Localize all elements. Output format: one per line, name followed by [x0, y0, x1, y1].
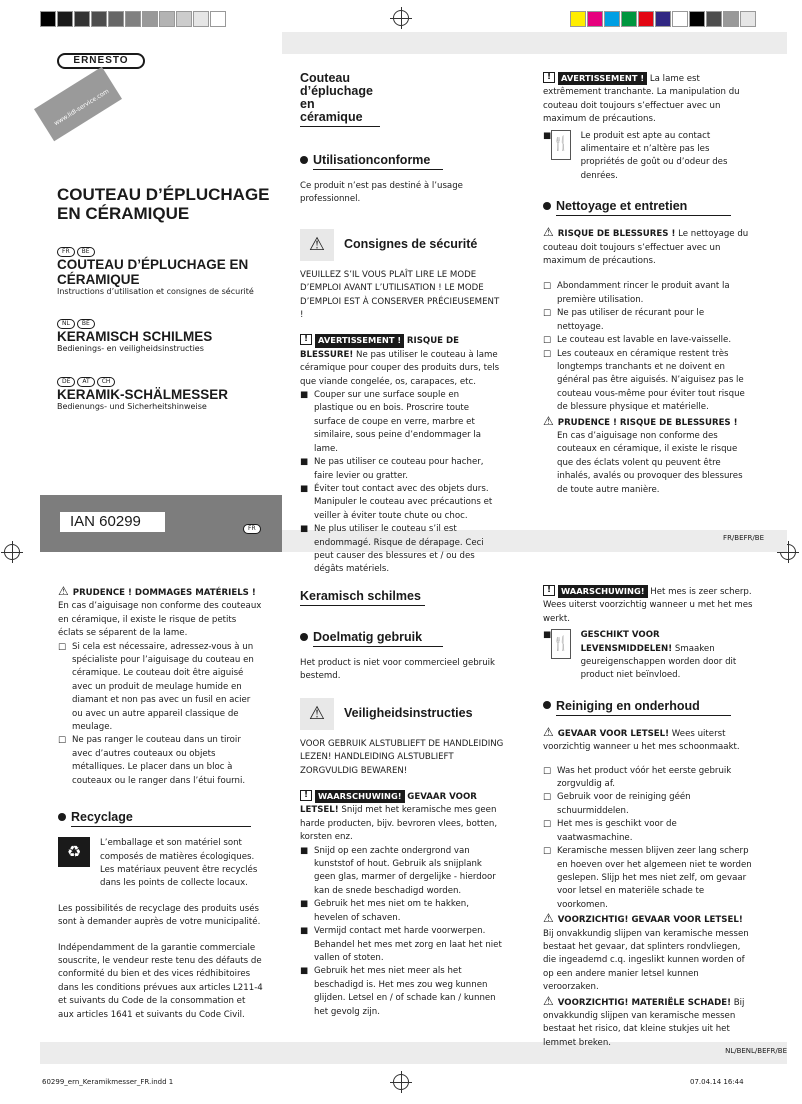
color-swatch: [706, 11, 722, 27]
color-swatch: [587, 11, 603, 27]
warning-icon: ⚠: [543, 413, 554, 428]
nl-safety-caps: VOOR GEBRUIK ALSTUBLIEFT DE HANDLEIDING LEZEN! HANDLEIDING ALSTUBLIEFT ZORGVULDIG BEWAREN!: [300, 738, 504, 776]
nl-clean-title: Reiniging en onderhoud: [556, 699, 731, 716]
color-swatch: [176, 11, 192, 27]
nl-v2-text: Bij onvakkundig slijpen van keramische messen bestaat het risico, dat kleine stukjes uit het lemmet breken.: [543, 997, 745, 1048]
color-swatch: [604, 11, 620, 27]
lang-badge: AT: [77, 377, 94, 387]
lang-badge: FR: [57, 247, 75, 257]
color-swatch: [74, 11, 90, 27]
fr-clean-title: Nettoyage et entretien: [556, 199, 731, 216]
fr-title: Couteau d’épluchage en céramique: [300, 72, 380, 127]
fr-badge: FR: [243, 524, 261, 534]
list-item: Abondamment rincer le produit avant la première utilisation.: [557, 281, 730, 305]
list-item: Couper sur une surface souple en plastique ou en bois. Proscrire toute surface de coupe en verre, marbre et similaire, sous peine d’endommager la lame.: [314, 390, 482, 454]
nl-risk-text: Wees uiterst voorzichtig wanneer u het mes schoonmaakt.: [543, 728, 740, 753]
lang-badge: NL: [57, 319, 75, 329]
list-item: Les couteaux en céramique restent très longtemps tranchants et ne doivent en général pas être aiguisés. N’aiguisez pas le couteau vous-même pour éviter tout risque de blessure physique et matérielle.: [557, 348, 745, 413]
list-item: Snijd op een zachte ondergrond van kunststof of hout. Gebruik als snijplank geen glas, marmer of dergelijke - hierdoor kan de snede beschadigd worden.: [314, 845, 496, 896]
fr2-prud-text: En cas d’aiguisage non conforme des couteaux en céramique, il existe le risque de petits éclats se séparent de la lame.: [58, 601, 262, 639]
color-swatch: [159, 11, 175, 27]
list-item: Gebruik voor de reiniging géén schuurmiddelen.: [557, 792, 691, 816]
cover-title-nl: KERAMISCH SCHILMES: [57, 329, 213, 344]
warning-icon: [300, 334, 312, 345]
color-swatch: [210, 11, 226, 27]
nl-use-text: Het product is niet voor commercieel gebruik bestemd.: [300, 658, 496, 682]
list-item: Si cela est nécessaire, adressez-vous à un spécialiste pour l’aiguisage du couteau en céramique. Le couteau doit être aiguisé avec un produit de meulage humide en diamant et non pas avec un fusil en acier ou avec un autre appareil classique de meulage.: [72, 641, 254, 733]
lang-badge: DE: [57, 377, 75, 387]
brand-logo: ERNESTO: [57, 53, 145, 69]
nl-safety-title: Veiligheidsinstructies: [344, 705, 473, 720]
recycle-icon: ♻: [58, 837, 90, 867]
warning-icon: ⚠: [543, 724, 554, 739]
color-swatch: [638, 11, 654, 27]
nl-warn1-text: Snijd met het keramische mes geen harde producten, bijv. bevroren vlees, botten, korsten enz.: [300, 805, 498, 843]
recycle-p2: Les possibilités de recyclage des produits usés sont à demander auprès de votre municipalité.: [58, 903, 261, 928]
fr-safety-caps: VEUILLEZ S’IL VOUS PLAÎT LIRE LE MODE D’EMPLOI AVANT L’UTILISATION ! LE MODE D’EMPLOI EST À CONSERVER PRÉCIEUSEMENT !: [300, 269, 500, 321]
bullet-dot-icon: [300, 156, 308, 164]
fr2-prud-label: PRUDENCE ! DOMMAGES MATÉRIELS !: [72, 588, 256, 598]
nl-warn1-bold: GEVAAR VOOR LETSEL!: [300, 792, 477, 816]
bullet-dot-icon: [543, 202, 551, 210]
registration-mark-top: [393, 10, 409, 26]
slug-date: 07.04.14 16:44: [690, 1078, 744, 1086]
registration-mark-bottom: [393, 1074, 409, 1090]
cover-subtitle-nl: Bedienings- en veiligheidsinstructies: [57, 344, 204, 353]
cover-subtitle-fr: Instructions d’utilisation et consignes de sécurité: [57, 287, 254, 296]
warning-icon: [543, 72, 555, 83]
food-safe-icon: 🍴: [551, 629, 570, 659]
cover-main-title: COUTEAU D’ÉPLUCHAGE EN CÉRAMIQUE: [57, 185, 270, 223]
nl-title: Keramisch schilmes: [300, 589, 425, 606]
food-safe-icon: 🍴: [551, 130, 570, 160]
warning-icon: ⚠: [543, 911, 554, 926]
registration-mark-left: [4, 544, 20, 560]
color-swatch: [108, 11, 124, 27]
color-swatch: [723, 11, 739, 27]
cover-subtitle-de: Bedienungs- und Sicherheitshinweise: [57, 402, 207, 411]
color-swatch: [740, 11, 756, 27]
fr-food-text: Le produit est apte au contact alimentaire et n’altère pas les propriétés de goût ou d’odeur des denrées.: [580, 130, 728, 181]
warning-icon: ⚠: [58, 584, 69, 598]
color-swatch: [125, 11, 141, 27]
color-swatch: [91, 11, 107, 27]
list-item: Éviter tout contact avec des objets durs. Manipuler le couteau avec précautions et veiller à éviter toute chute ou choc.: [314, 483, 493, 521]
fr-risk-text: Le nettoyage du couteau doit toujours s’effectuer avec un maximum de précautions.: [543, 229, 749, 267]
list-item: Keramische messen blijven zeer lang scherp en hoeven over het algemeen niet te worden geslepen. Slijp het mes niet zelf, om gevaar voor letsel en materiële schade te voorkomen.: [557, 846, 752, 910]
bullet-dot-icon: [543, 701, 551, 709]
nl-v1-text: Bij onvakkundig slijpen van keramische messen bestaat het gevaar, dat splinters rondvliegen, die ingeademd c.q. ingeslikt kunnen worden of op een andere manier letsel kunnen veroorzaken.: [543, 928, 749, 993]
fr-warn1-text: Ne pas utiliser le couteau à lame céramique pour couper des produits durs, tels que viande congelée, os, carapaces, etc.: [300, 349, 500, 387]
list-item: Ne pas utiliser de récurant pour le nettoyage.: [557, 308, 705, 332]
lang-badge: CH: [97, 377, 116, 387]
color-swatch: [689, 11, 705, 27]
fr-use-text: Ce produit n’est pas destiné à l’usage professionnel.: [300, 181, 463, 205]
color-swatch: [570, 11, 586, 27]
fr-warn1-bold: RISQUE DE BLESSURE!: [300, 336, 460, 360]
slug-file: 60299_ern_Keramikmesser_FR.indd 1: [42, 1078, 174, 1086]
nl-use-title: Doelmatig gebruik: [313, 630, 443, 647]
warning-label: AVERTISSEMENT !: [558, 72, 647, 85]
fr-use-title: Utilisationconforme: [313, 153, 443, 170]
color-swatch: [621, 11, 637, 27]
nl-v1-label: VOORZICHTIG! GEVAAR VOOR LETSEL!: [557, 915, 743, 926]
lang-badge: BE: [77, 247, 95, 257]
list-item: Gebruik het mes niet om te hakken, hevelen of schaven.: [314, 899, 469, 923]
ian-box: IAN 60299: [60, 512, 165, 532]
nl-warn2-text: Het mes is zeer scherp. Wees uiterst voorzichtig wanneer u met het mes werkt.: [543, 587, 753, 624]
warning-icon: ⚠: [543, 225, 554, 240]
recycle-text: L’emballage et son matériel sont composés de matières écologiques. Les matériaux peuvent être recyclés dans les points de collecte locaux.: [100, 838, 258, 889]
fr-warn2-text: La lame est extrêmement tranchante. La manipulation du couteau doit toujours s’effectuer avec un maximum de précautions.: [543, 74, 740, 125]
color-swatch: [40, 11, 56, 27]
color-swatch: [655, 11, 671, 27]
list-item: Het mes is geschikt voor de vaatwasmachine.: [557, 819, 677, 843]
list-item: Gebruik het mes niet meer als het beschadigd is. Het mes zou weg kunnen glijden. Letsel en / of schade kan / kunnen het gevolg zijn.: [314, 966, 496, 1017]
fr-risk-label: RISQUE DE BLESSURES !: [557, 229, 676, 240]
warning-triangle-icon: ⚠: [300, 229, 334, 261]
header-band: [282, 32, 787, 54]
recycle-p3: Indépendamment de la garantie commerciale souscrite, le vendeur reste tenu des défauts de conformité du bien et des vices rédhibitoires dans les conditions prévues aux articles L211-4 et suivants du Code de la consommation et aux articles 1641 et suivants du Code Civil.: [58, 942, 263, 1020]
list-item: Ne pas utiliser ce couteau pour hacher, faire levier ou gratter.: [314, 457, 484, 481]
fr-prudence-label: PRUDENCE ! RISQUE DE BLESSURES !: [557, 417, 738, 428]
footer-fr: FR/BEFR/BE: [723, 534, 764, 542]
warning-triangle-icon: ⚠: [300, 698, 334, 730]
recycle-title: Recyclage: [71, 810, 251, 827]
warning-label: AVERTISSEMENT !: [315, 334, 404, 347]
nl-food-label: GESCHIKT VOOR LEVENSMIDDELEN!: [580, 630, 673, 654]
list-item: Ne plus utiliser le couteau s’il est endommagé. Risque de dérapage. Ceci peut causer des blessures et / ou des dégâts matériels.: [314, 524, 484, 575]
warning-icon: [543, 585, 555, 596]
warning-icon: [300, 790, 312, 801]
service-badge: [34, 67, 122, 142]
lang-badge: BE: [77, 319, 95, 329]
list-item: Vermijd contact met harde voorwerpen. Behandel het mes met zorg en laat het niet vallen of stoten.: [314, 926, 502, 963]
color-swatch: [57, 11, 73, 27]
cover-title-fr: COUTEAU D’ÉPLUCHAGE EN CÉRAMIQUE: [57, 257, 249, 287]
fr-safety-title: Consignes de sécurité: [344, 236, 478, 251]
warning-icon: ⚠: [543, 993, 554, 1008]
list-item: Ne pas ranger le couteau dans un tiroir avec d’autres couteaux ou objets métalliques. Le placer dans un bloc à couteaux ou le ranger dans l’étui fourni.: [72, 735, 246, 786]
nl-risk-label: GEVAAR VOOR LETSEL!: [557, 728, 670, 739]
fr-prudence-text: En cas d’aiguisage non conforme des couteaux en céramique, il existe le risque que des éclats volent qu peuvent être inhalés, avalés ou provoquer des blessures de toute autre manière.: [557, 430, 743, 495]
nl-food-text: Smaaken geureigenschappen worden door dit product niet beïnvloed.: [580, 643, 737, 681]
service-url: www.lidl-service.com: [52, 87, 111, 128]
bullet-dot-icon: [58, 813, 66, 821]
warning-label: WAARSCHUWING!: [558, 585, 648, 598]
color-swatch: [142, 11, 158, 27]
color-swatch: [672, 11, 688, 27]
bullet-dot-icon: [300, 633, 308, 641]
cover-title-de: KERAMIK-SCHÄLMESSER: [57, 387, 229, 402]
list-item: Le couteau est lavable en lave-vaisselle.: [557, 335, 732, 346]
footer-nl: NL/BENL/BEFR/BE: [725, 1047, 787, 1055]
warning-label: WAARSCHUWING!: [315, 790, 405, 803]
color-swatch: [193, 11, 209, 27]
list-item: Was het product vóór het eerste gebruik zorgvuldig af.: [557, 765, 732, 790]
nl-v2-label: VOORZICHTIG! MATERIËLE SCHADE!: [557, 997, 731, 1008]
